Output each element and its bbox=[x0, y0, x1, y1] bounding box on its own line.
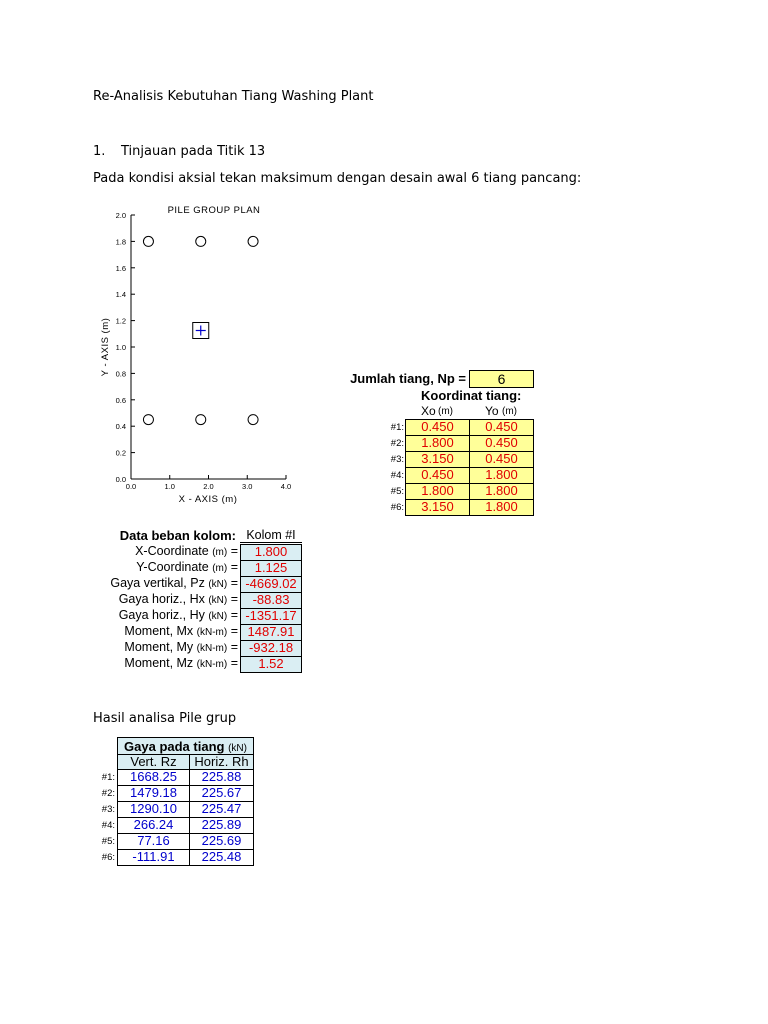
coord-x-cell: 3.150 bbox=[405, 451, 470, 468]
load-row-label: Y-Coordinate (m) = bbox=[136, 560, 238, 574]
loads-column-header: Kolom #I bbox=[240, 528, 302, 543]
coord-x-cell: 1.800 bbox=[405, 435, 470, 452]
x-tick-label: 4.0 bbox=[280, 482, 292, 491]
y-tick-label: 0.4 bbox=[115, 422, 126, 432]
pile-marker bbox=[143, 236, 153, 246]
y-tick-label: 1.8 bbox=[115, 237, 126, 247]
coord-row-id: #5: bbox=[390, 486, 404, 497]
coord-y-cell: 1.800 bbox=[469, 483, 534, 500]
y-tick-label: 1.6 bbox=[115, 263, 126, 273]
load-value-cell: 1.125 bbox=[240, 560, 302, 577]
pile-marker bbox=[143, 415, 153, 425]
coord-y-cell: 0.450 bbox=[469, 419, 534, 436]
coord-x-cell: 0.450 bbox=[405, 467, 470, 484]
load-unit: (kN-m) bbox=[196, 659, 228, 670]
result-rh-cell: 225.67 bbox=[189, 785, 254, 802]
coord-y-cell: 1.800 bbox=[469, 499, 534, 516]
section-number: 1. bbox=[93, 144, 106, 159]
result-rh-cell: 225.88 bbox=[189, 769, 254, 786]
load-unit: (kN-m) bbox=[196, 643, 228, 654]
intro-paragraph: Pada kondisi aksial tekan maksimum dengan desain awal 6 tiang pancang: bbox=[93, 171, 582, 186]
load-label-text: Moment, My bbox=[124, 640, 194, 654]
load-row-label: Moment, My (kN-m) = bbox=[124, 640, 238, 654]
results-heading: Hasil analisa Pile grup bbox=[93, 711, 237, 726]
load-label-text: Moment, Mz bbox=[124, 656, 194, 670]
pile-count-label: Jumlah tiang, Np = bbox=[350, 371, 466, 386]
load-value-cell: -932.18 bbox=[240, 640, 302, 657]
result-rh-cell: 225.48 bbox=[189, 849, 254, 866]
y-tick-label: 0.6 bbox=[115, 395, 126, 405]
loads-title: Data beban kolom: bbox=[119, 528, 236, 543]
y-tick-label: 0.8 bbox=[115, 369, 126, 379]
xo-header: Xo bbox=[421, 404, 436, 418]
coord-header bbox=[405, 404, 535, 418]
result-row-id: #3: bbox=[101, 804, 115, 815]
load-label-text: Gaya vertikal, Pz bbox=[110, 576, 205, 590]
coord-x-cell: 3.150 bbox=[405, 499, 470, 516]
load-label-text: Moment, Mx bbox=[124, 624, 194, 638]
load-value-cell: -4669.02 bbox=[240, 576, 302, 593]
load-row-label: Gaya horiz., Hy (kN) = bbox=[118, 608, 238, 622]
plot-title: PILE GROUP PLAN bbox=[167, 205, 261, 216]
yo-header: Yo bbox=[485, 404, 499, 418]
x-tick-label: 3.0 bbox=[242, 482, 253, 491]
pile-marker bbox=[248, 236, 258, 246]
pile-count-value: 6 bbox=[469, 370, 534, 388]
result-rz-cell: 1668.25 bbox=[117, 769, 190, 786]
result-rz-cell: 266.24 bbox=[117, 817, 190, 834]
load-unit: (kN) bbox=[208, 611, 228, 622]
result-rz-cell: 1290.10 bbox=[117, 801, 190, 818]
results-col-horiz: Horiz. Rh bbox=[189, 754, 254, 770]
load-label-text: X-Coordinate bbox=[135, 544, 209, 558]
y-tick-label: 1.4 bbox=[115, 290, 126, 300]
result-row-id: #4: bbox=[101, 820, 115, 831]
results-unit: (kN) bbox=[228, 743, 247, 754]
coord-row-id: #3: bbox=[390, 454, 404, 465]
coord-row-id: #4: bbox=[390, 470, 404, 481]
coord-y-cell: 0.450 bbox=[469, 435, 534, 452]
pile-marker bbox=[196, 236, 206, 246]
coord-y-cell: 0.450 bbox=[469, 451, 534, 468]
y-axis-label: Y - AXIS (m) bbox=[100, 317, 111, 377]
load-unit: (kN-m) bbox=[196, 627, 228, 638]
results-title-cell bbox=[117, 737, 254, 755]
load-row-label: Moment, Mx (kN-m) = bbox=[124, 624, 238, 638]
coord-y-cell: 1.800 bbox=[469, 467, 534, 484]
load-row-label: X-Coordinate (m) = bbox=[135, 544, 238, 558]
y-tick-label: 0.0 bbox=[115, 475, 126, 484]
load-unit: (m) bbox=[212, 563, 228, 574]
result-rh-cell: 225.69 bbox=[189, 833, 254, 850]
document-title: Re-Analisis Kebutuhan Tiang Washing Plant bbox=[93, 89, 374, 104]
load-row-label: Gaya vertikal, Pz (kN) = bbox=[110, 576, 238, 590]
load-label-text: Gaya horiz., Hx bbox=[118, 592, 205, 606]
x-tick-label: 1.0 bbox=[164, 482, 175, 491]
result-rh-cell: 225.47 bbox=[189, 801, 254, 818]
load-unit: (m) bbox=[212, 547, 228, 558]
coord-x-cell: 1.800 bbox=[405, 483, 470, 500]
load-value-cell: -88.83 bbox=[240, 592, 302, 609]
load-unit: (kN) bbox=[208, 579, 228, 590]
result-rz-cell: 1479.18 bbox=[117, 785, 190, 802]
xo-unit: (m) bbox=[438, 406, 453, 417]
result-rz-cell: 77.16 bbox=[117, 833, 190, 850]
x-axis-label: X - AXIS (m) bbox=[178, 494, 238, 505]
load-value-cell: 1.52 bbox=[240, 656, 302, 673]
result-row-id: #6: bbox=[101, 852, 115, 863]
load-row-label: Moment, Mz (kN-m) = bbox=[124, 656, 238, 670]
coord-row-id: #1: bbox=[390, 422, 404, 433]
load-value-cell: -1351.17 bbox=[240, 608, 302, 625]
load-unit: (kN) bbox=[208, 595, 228, 606]
coord-row-id: #2: bbox=[390, 438, 404, 449]
yo-unit: (m) bbox=[502, 406, 517, 417]
pile-marker bbox=[248, 415, 258, 425]
load-label-text: Y-Coordinate bbox=[136, 560, 209, 574]
y-tick-label: 1.0 bbox=[115, 343, 126, 352]
x-tick-label: 2.0 bbox=[203, 482, 214, 491]
load-value-cell: 1.800 bbox=[240, 544, 302, 561]
y-tick-label: 2.0 bbox=[115, 211, 126, 220]
load-label-text: Gaya horiz., Hy bbox=[118, 608, 205, 622]
y-tick-label: 0.2 bbox=[115, 448, 126, 458]
result-row-id: #2: bbox=[101, 788, 115, 799]
section-title: Tinjauan pada Titik 13 bbox=[121, 144, 266, 159]
result-row-id: #5: bbox=[101, 836, 115, 847]
results-col-vert: Vert. Rz bbox=[117, 754, 190, 770]
coord-x-cell: 0.450 bbox=[405, 419, 470, 436]
results-title: Gaya pada tiang bbox=[124, 739, 225, 754]
result-rz-cell: -111.91 bbox=[117, 849, 190, 866]
result-row-id: #1: bbox=[101, 772, 115, 783]
y-tick-label: 1.2 bbox=[115, 316, 126, 326]
pile-group-plan-chart bbox=[80, 195, 380, 505]
result-rh-cell: 225.89 bbox=[189, 817, 254, 834]
pile-marker bbox=[196, 415, 206, 425]
pile-coord-title: Koordinat tiang: bbox=[421, 388, 522, 403]
x-tick-label: 0.0 bbox=[125, 482, 137, 491]
coord-row-id: #6: bbox=[390, 502, 404, 513]
load-value-cell: 1487.91 bbox=[240, 624, 302, 641]
load-row-label: Gaya horiz., Hx (kN) = bbox=[118, 592, 238, 606]
